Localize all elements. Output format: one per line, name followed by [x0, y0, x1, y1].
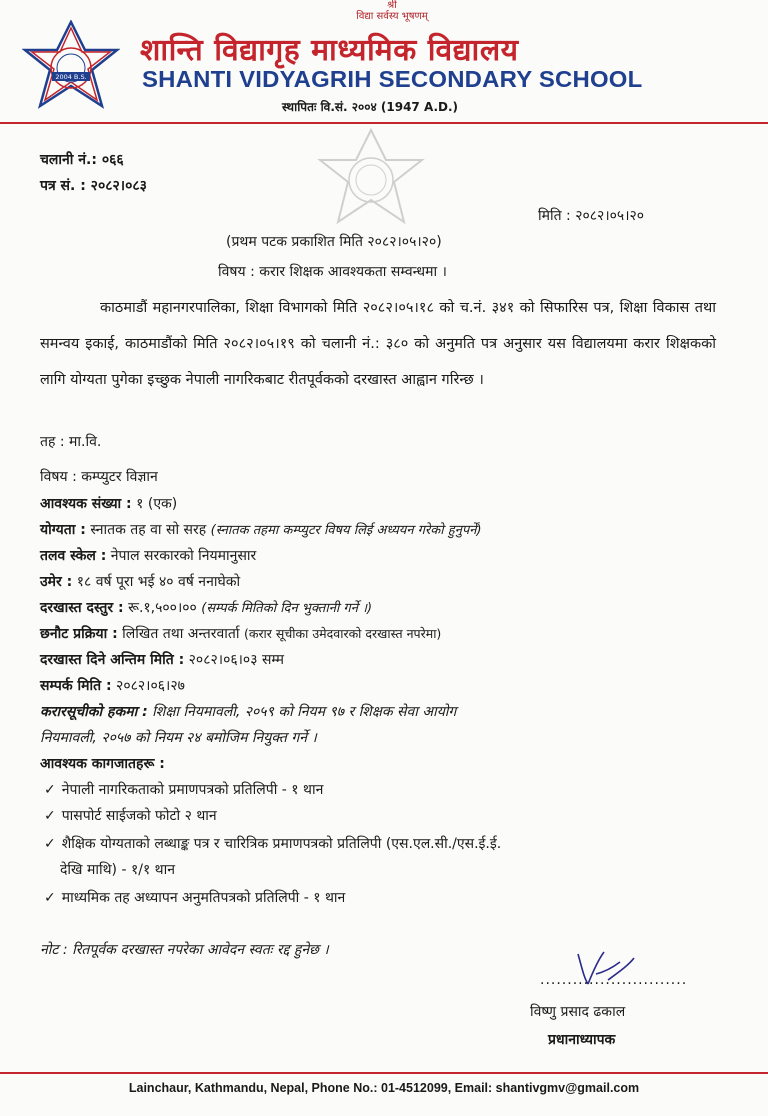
signature-dots: ...........................: [540, 972, 688, 988]
contact-date: [40, 676, 185, 695]
document-item: [44, 888, 345, 907]
established-date: स्थापितः वि.सं. २००४ (1947 A.D.): [282, 100, 459, 114]
watermark-logo: [316, 126, 426, 226]
qualification-value: स्नातक तह वा सो सरह: [90, 522, 207, 538]
documents-title: आवश्यक कागजातहरू :: [40, 756, 165, 772]
document-item-text: शैक्षिक योग्यताको लब्धाङ्क पत्र र चारित्रिक प्रमाणपत्रको प्रतिलिपी (एस.एल.सी./एस.ई.ई.: [61, 836, 502, 852]
check-icon: ✓: [44, 808, 56, 824]
motto-line-2: विद्या सर्वस्य भूषणम्: [356, 11, 428, 22]
document-item-continued: देखि माथि) - १/१ थान: [60, 862, 176, 878]
school-logo: [22, 20, 120, 112]
selection-value: लिखित तथा अन्तरवार्ता: [122, 626, 240, 642]
level: तह : मा.वि.: [40, 434, 102, 450]
required-count-label: आवश्यक संख्या :: [40, 496, 132, 512]
footer-divider: [0, 1072, 768, 1074]
fee-value: रू.१,५००।००: [128, 600, 197, 616]
document-item-text: पासपोर्ट साईजको फोटो २ थान: [61, 808, 217, 824]
document-item-text: नेपाली नागरिकताको प्रमाणपत्रको प्रतिलिपी - १ थान: [61, 782, 324, 798]
letter-date: मिति : २०८२।०५।२०: [538, 208, 645, 224]
contact-date-label: सम्पर्क मिति :: [40, 678, 112, 694]
motto-line-1: श्री: [387, 0, 397, 11]
school-name-nepali: शान्ति विद्यागृह माध्यमिक विद्यालय: [140, 33, 519, 68]
age-value: १८ वर्ष पूरा भई ४० वर्ष ननाघेको: [76, 574, 241, 590]
notice-subject: विषय : करार शिक्षक आवश्यकता सम्वन्धमा ।: [218, 264, 447, 280]
document-item-text: माध्यमिक तह अध्यापन अनुमतिपत्रको प्रतिलिपी - १ थान: [61, 890, 346, 906]
required-count-value: १ (एक): [136, 496, 178, 512]
salary-scale-label: तलव स्केल :: [40, 548, 107, 564]
note: नोट : रितपूर्वक दरखास्त नपरेका आवेदन स्वतः रद्द हुनेछ ।: [40, 942, 329, 958]
school-motto: [336, 0, 448, 22]
deadline-label: दरखास्त दिने अन्तिम मिति :: [40, 652, 185, 668]
signatory-title: प्रधानाध्यापक: [548, 1032, 616, 1048]
check-icon: ✓: [44, 836, 56, 852]
document-item: [44, 780, 323, 799]
check-icon: ✓: [44, 782, 56, 798]
qualification-label: योग्यता :: [40, 522, 86, 538]
roster-clause: [40, 702, 456, 721]
deadline: [40, 650, 284, 669]
document-item: [44, 806, 217, 825]
salary-scale-value: नेपाल सरकारको नियमानुसार: [110, 548, 257, 564]
notice-body: काठमाडौं महानगरपालिका, शिक्षा विभागको मिति २०८२।०५।१८ को च.नं. ३४१ को सिफारिस पत्र, शिक्षा विकास तथा समन्वय इकाई, काठमाडौंको मिति २०८२।०५।१९ को चलानी नं.: ३८० को अनुमति पत्र अनुसार यस विद्यालयमा करार शिक्षकको लागि योग्यता पुगेका इच्छुक नेपाली नागरिकबाट रीतपूर्वकको दरखास्त आह्वान गरिन्छ ।: [40, 300, 716, 388]
deadline-value: २०८२।०६।०३ सम्म: [188, 652, 284, 668]
header-divider: [0, 122, 768, 124]
school-name-english: SHANTI VIDYAGRIH SECONDARY SCHOOL: [142, 66, 643, 92]
age: [40, 572, 240, 591]
age-label: उमेर :: [40, 574, 73, 590]
selection-note: (करार सूचीका उमेदवारको दरखास्त नपरेमा): [243, 626, 442, 641]
qualification: [40, 520, 482, 539]
logo-year: 2004 B.S.: [55, 73, 87, 81]
fee-label: दरखास्त दस्तुर :: [40, 600, 124, 616]
check-icon: ✓: [44, 890, 56, 906]
fee-note: (सम्पर्क मितिको दिन भुक्तानी गर्ने ।): [201, 601, 373, 616]
qualification-note: (स्नातक तहमा कम्प्युटर विषय लिई अध्ययन गरेको हुनुपर्ने): [210, 523, 482, 538]
salary-scale: [40, 546, 256, 565]
roster-label: करारसूचीको हकमा :: [40, 704, 148, 720]
roster-value-line-1: शिक्षा नियमावली, २०५९ को नियम ९७ र शिक्षक सेवा आयोग: [152, 704, 457, 720]
first-published: (प्रथम पटक प्रकाशित मिति २०८२।०५।२०): [226, 234, 442, 250]
dispatch-number: चलानी नं.: ०६६: [40, 152, 124, 168]
application-fee: [40, 598, 372, 617]
subject-area: विषय : कम्प्युटर विज्ञान: [40, 469, 158, 485]
selection-process: [40, 624, 441, 643]
contact-date-value: २०८२।०६।२७: [116, 678, 185, 694]
required-count: [40, 494, 177, 513]
document-item: [44, 834, 501, 853]
letter-number: पत्र सं. : २०८२।०८३: [40, 178, 147, 194]
signatory-name: विष्णु प्रसाद ढकाल: [530, 1004, 626, 1020]
selection-label: छनौट प्रक्रिया :: [40, 626, 118, 642]
roster-value-line-2: नियमावली, २०५७ को नियम २४ बमोजिम नियुक्त गर्ने ।: [40, 730, 317, 746]
footer-contact: Lainchaur, Kathmandu, Nepal, Phone No.: 01-4512099, Email: shantivgmv@gmail.com: [128, 1081, 640, 1095]
